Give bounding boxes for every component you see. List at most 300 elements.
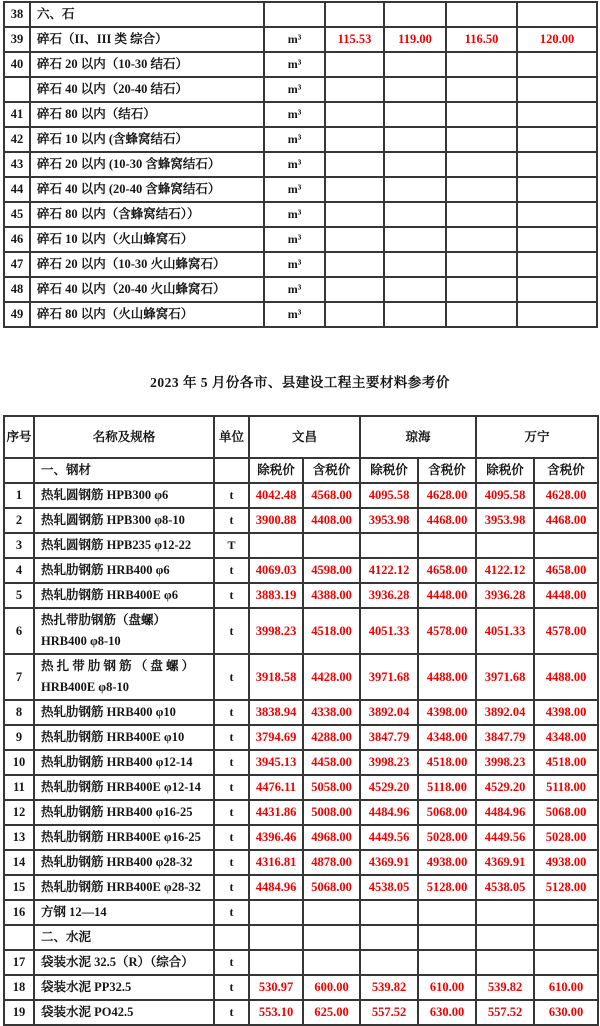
material-name: 碎石 20 以内（10-30 火山蜂窝石） (30, 252, 264, 277)
material-name: 碎石 40 以内（20-40 火山蜂窝石） (30, 277, 264, 302)
materials-price-table (3, 415, 599, 1026)
table-row (4, 725, 598, 750)
price-value: 3838.94 (249, 700, 303, 725)
row-number: 4 (4, 558, 34, 583)
price-value: 4878.00 (303, 850, 360, 875)
material-name: 碎石 20 以内（10-30 结石） (30, 52, 264, 77)
price-value: 4051.33 (476, 608, 534, 654)
price-value: 3847.79 (360, 725, 418, 750)
price-value: 630.00 (418, 1000, 476, 1025)
price-value: 5028.00 (418, 825, 476, 850)
price-value: 4042.48 (249, 483, 303, 508)
price-value: 4658.00 (534, 558, 598, 583)
price-value: 4488.00 (534, 654, 598, 700)
material-name: 碎石 80 以内（火山蜂窝石） (30, 302, 264, 327)
price-value (476, 533, 534, 558)
price-value: 3892.04 (476, 700, 534, 725)
table-row (4, 483, 598, 508)
price-value: 3883.19 (249, 583, 303, 608)
price-value (517, 302, 597, 327)
price-value: 4408.00 (303, 508, 360, 533)
price-value: 539.82 (476, 975, 534, 1000)
unit-value (264, 2, 325, 27)
price-value (384, 227, 446, 252)
unit-value: m³ (264, 152, 325, 177)
price-value: 5068.00 (303, 875, 360, 900)
unit-value: t (214, 725, 249, 750)
price-value: 5058.00 (303, 775, 360, 800)
price-value: 4458.00 (303, 750, 360, 775)
unit-value: m³ (264, 227, 325, 252)
row-number: 3 (4, 533, 34, 558)
price-value (418, 900, 476, 925)
table-row (4, 127, 597, 152)
price-value: 4538.05 (360, 875, 418, 900)
material-name: 热轧肋钢筋 HRB400 φ16-25 (34, 800, 214, 825)
price-value (384, 102, 446, 127)
price-value: 4348.00 (418, 725, 476, 750)
row-number: 44 (4, 177, 30, 202)
material-name: 碎石 80 以内（结石） (30, 102, 264, 127)
price-value (517, 152, 597, 177)
unit-value: t (214, 875, 249, 900)
price-value: 3998.23 (476, 750, 534, 775)
price-value (249, 533, 303, 558)
price-value: 5028.00 (534, 825, 598, 850)
material-name: 热轧肋钢筋 HRB400E φ10 (34, 725, 214, 750)
price-value (418, 533, 476, 558)
table-row (4, 900, 598, 925)
price-value (446, 2, 517, 27)
price-value (325, 277, 384, 302)
unit-value: t (214, 950, 249, 975)
table-row (4, 302, 597, 327)
price-value (446, 77, 517, 102)
price-value: 539.82 (360, 975, 418, 1000)
unit-value: t (214, 750, 249, 775)
material-name: 热轧肋钢筋 HRB400 φ28-32 (34, 850, 214, 875)
table-row (4, 52, 597, 77)
price-value (360, 900, 418, 925)
price-value (446, 152, 517, 177)
table-row (4, 800, 598, 825)
price-value: 3892.04 (360, 700, 418, 725)
price-value (384, 202, 446, 227)
price-value: 3953.98 (360, 508, 418, 533)
header-city-wenchang: 文昌 (249, 416, 360, 458)
price-value (384, 2, 446, 27)
header-city-wanning: 万宁 (476, 416, 598, 458)
table-row (4, 975, 598, 1000)
row-number: 13 (4, 825, 34, 850)
price-value: 4529.20 (476, 775, 534, 800)
price-value: 4598.00 (303, 558, 360, 583)
price-value: 3998.23 (360, 750, 418, 775)
price-value: 630.00 (534, 1000, 598, 1025)
unit-value: t (214, 608, 249, 654)
price-value: 116.50 (446, 27, 517, 52)
price-value: 4388.00 (303, 583, 360, 608)
row-number: 1 (4, 483, 34, 508)
material-name: 热轧肋钢筋 HRB400 φ10 (34, 700, 214, 725)
row-number: 19 (4, 1000, 34, 1025)
price-value: 115.53 (325, 27, 384, 52)
price-value (534, 533, 598, 558)
table-row (4, 77, 597, 102)
table-row (4, 202, 597, 227)
unit-value: t (214, 1000, 249, 1025)
price-value (517, 2, 597, 27)
price-value (446, 102, 517, 127)
price-value: 5068.00 (534, 800, 598, 825)
price-value (517, 177, 597, 202)
row-number: 14 (4, 850, 34, 875)
price-value: 553.10 (249, 1000, 303, 1025)
stone-price-table (3, 1, 598, 328)
table-row (4, 2, 597, 27)
row-number: 7 (4, 654, 34, 700)
price-value: 4578.00 (418, 608, 476, 654)
price-value: 3945.13 (249, 750, 303, 775)
row-number: 42 (4, 127, 30, 152)
price-value: 5118.00 (418, 775, 476, 800)
table-row (4, 277, 597, 302)
row-number: 43 (4, 152, 30, 177)
header-name: 名称及规格 (34, 416, 214, 458)
price-value: 4658.00 (418, 558, 476, 583)
unit-value: m³ (264, 202, 325, 227)
price-value (325, 227, 384, 252)
price-value (303, 950, 360, 975)
price-value (517, 77, 597, 102)
price-value (418, 950, 476, 975)
price-value (384, 52, 446, 77)
row-number: 39 (4, 27, 30, 52)
price-value: 4449.56 (360, 825, 418, 850)
price-value: 610.00 (418, 975, 476, 1000)
price-value: 4484.96 (476, 800, 534, 825)
header-no: 序号 (4, 416, 34, 458)
table-row (4, 152, 597, 177)
unit-value: T (214, 533, 249, 558)
material-name: 热轧肋钢筋 HRB400E φ6 (34, 583, 214, 608)
price-value: 4538.05 (476, 875, 534, 900)
price-value: 4369.91 (360, 850, 418, 875)
price-value: 600.00 (303, 975, 360, 1000)
price-value (384, 77, 446, 102)
price-value (325, 252, 384, 277)
price-value: 4529.20 (360, 775, 418, 800)
price-value: 3936.28 (360, 583, 418, 608)
price-value: 5128.00 (418, 875, 476, 900)
price-value: 4122.12 (476, 558, 534, 583)
price-value (325, 2, 384, 27)
price-value (325, 127, 384, 152)
price-value: 4448.00 (418, 583, 476, 608)
price-value: 3953.98 (476, 508, 534, 533)
price-value (384, 277, 446, 302)
price-value (303, 533, 360, 558)
table-row (4, 533, 598, 558)
header-ex-tax: 除税价 (476, 458, 534, 483)
row-number: 11 (4, 775, 34, 800)
price-value (384, 152, 446, 177)
material-name: 方钢 12—14 (34, 900, 214, 925)
price-value (325, 52, 384, 77)
price-value: 5128.00 (534, 875, 598, 900)
price-value: 4468.00 (418, 508, 476, 533)
table-row (4, 775, 598, 800)
row-number: 12 (4, 800, 34, 825)
price-value (303, 900, 360, 925)
page-title: 2023 年 5 月份各市、县建设工程主要材料参考价 (150, 375, 450, 390)
price-value (249, 900, 303, 925)
price-value: 4122.12 (360, 558, 418, 583)
table-row (4, 558, 598, 583)
price-value: 4396.46 (249, 825, 303, 850)
empty-cell (4, 458, 34, 483)
price-value (325, 202, 384, 227)
header-city-qionghai: 琼海 (360, 416, 476, 458)
material-name: 六、石 (30, 2, 264, 27)
price-value (325, 302, 384, 327)
price-value: 4449.56 (476, 825, 534, 850)
row-number: 38 (4, 2, 30, 27)
price-value (446, 227, 517, 252)
price-value: 4968.00 (303, 825, 360, 850)
unit-value: m³ (264, 52, 325, 77)
table-row (4, 1000, 598, 1025)
price-value (517, 102, 597, 127)
unit-value: t (214, 558, 249, 583)
row-number: 15 (4, 875, 34, 900)
unit-value: t (214, 508, 249, 533)
unit-value: m³ (264, 102, 325, 127)
unit-value: t (214, 654, 249, 700)
header-inc-tax: 含税价 (418, 458, 476, 483)
price-value (517, 252, 597, 277)
price-value: 5118.00 (534, 775, 598, 800)
price-value (534, 900, 598, 925)
table-row (4, 850, 598, 875)
header-unit: 单位 (214, 416, 249, 458)
material-name: 热轧肋钢筋 HRB400E φ28-32 (34, 875, 214, 900)
price-value (517, 227, 597, 252)
price-value: 4398.00 (418, 700, 476, 725)
price-value: 4484.96 (249, 875, 303, 900)
unit-value: t (214, 583, 249, 608)
row-number: 49 (4, 302, 30, 327)
price-value (476, 900, 534, 925)
table-row (4, 825, 598, 850)
price-value: 610.00 (534, 975, 598, 1000)
table-row (4, 654, 598, 700)
price-value (325, 102, 384, 127)
row-number: 41 (4, 102, 30, 127)
price-value (517, 52, 597, 77)
price-value: 4476.11 (249, 775, 303, 800)
unit-value: m³ (264, 177, 325, 202)
price-value (446, 302, 517, 327)
material-name: 碎石 10 以内（火山蜂窝石） (30, 227, 264, 252)
table-row (4, 875, 598, 900)
row-number: 2 (4, 508, 34, 533)
unit-value: m³ (264, 302, 325, 327)
unit-value: m³ (264, 27, 325, 52)
price-value: 557.52 (476, 1000, 534, 1025)
price-value (446, 277, 517, 302)
price-value: 3971.68 (360, 654, 418, 700)
price-value (446, 127, 517, 152)
price-value: 5008.00 (303, 800, 360, 825)
row-number: 10 (4, 750, 34, 775)
table-row (4, 27, 597, 52)
material-name: 热轧圆钢筋 HPB300 φ8-10 (34, 508, 214, 533)
row-number: 5 (4, 583, 34, 608)
price-value: 4095.58 (476, 483, 534, 508)
price-value (446, 252, 517, 277)
material-name: 热轧圆钢筋 HPB235 φ12-22 (34, 533, 214, 558)
price-value: 4431.86 (249, 800, 303, 825)
price-value: 4628.00 (534, 483, 598, 508)
table-row (4, 227, 597, 252)
price-value: 3900.88 (249, 508, 303, 533)
price-value: 557.52 (360, 1000, 418, 1025)
price-value (384, 252, 446, 277)
unit-value: t (214, 775, 249, 800)
row-number: 47 (4, 252, 30, 277)
unit-value: t (214, 700, 249, 725)
price-value: 4369.91 (476, 850, 534, 875)
category-steel: 一、钢材 (34, 458, 214, 483)
price-value: 3918.58 (249, 654, 303, 700)
price-value (517, 277, 597, 302)
unit-value: t (214, 483, 249, 508)
price-value (384, 302, 446, 327)
price-value: 4484.96 (360, 800, 418, 825)
price-value: 530.97 (249, 975, 303, 1000)
unit-value: t (214, 850, 249, 875)
empty-cell (214, 458, 249, 483)
material-name: 热轧肋钢筋 HRB400 φ6 (34, 558, 214, 583)
unit-value: t (214, 975, 249, 1000)
row-number: 48 (4, 277, 30, 302)
row-number: 16 (4, 900, 34, 925)
price-value (446, 52, 517, 77)
price-value: 119.00 (384, 27, 446, 52)
subheader-row (4, 458, 598, 483)
table-row (4, 750, 598, 775)
price-value: 4316.81 (249, 850, 303, 875)
material-name: 热扎带肋钢筋（盘螺）HRB400 φ8-10 (34, 608, 214, 654)
price-value (517, 202, 597, 227)
row-number: 6 (4, 608, 34, 654)
price-value (325, 177, 384, 202)
price-value: 4518.00 (418, 750, 476, 775)
price-value: 4428.00 (303, 654, 360, 700)
price-value (517, 127, 597, 152)
table-row (4, 608, 598, 654)
price-value: 3936.28 (476, 583, 534, 608)
material-name: 碎石 40 以内 (20-40 含蜂窝结石） (30, 177, 264, 202)
unit-value: m³ (264, 252, 325, 277)
price-value: 3998.23 (249, 608, 303, 654)
row-number: 45 (4, 202, 30, 227)
material-name: 碎石 40 以内（20-40 结石） (30, 77, 264, 102)
price-value: 4051.33 (360, 608, 418, 654)
table-row (4, 508, 598, 533)
price-value: 625.00 (303, 1000, 360, 1025)
unit-value: m³ (264, 77, 325, 102)
price-value: 3971.68 (476, 654, 534, 700)
price-value: 4568.00 (303, 483, 360, 508)
price-value: 4468.00 (534, 508, 598, 533)
header-ex-tax: 除税价 (360, 458, 418, 483)
table-row (4, 102, 597, 127)
material-name: 袋装水泥 32.5（R）（综合） (34, 950, 214, 975)
price-value (476, 950, 534, 975)
row-number: 40 (4, 52, 30, 77)
price-value: 4488.00 (418, 654, 476, 700)
price-value: 4518.00 (303, 608, 360, 654)
price-value (446, 202, 517, 227)
price-value (325, 77, 384, 102)
price-value: 4518.00 (534, 750, 598, 775)
price-value: 4398.00 (534, 700, 598, 725)
price-value: 4448.00 (534, 583, 598, 608)
header-ex-tax: 除税价 (249, 458, 303, 483)
price-value (360, 533, 418, 558)
table-row (4, 252, 597, 277)
price-value: 4069.03 (249, 558, 303, 583)
price-value: 4578.00 (534, 608, 598, 654)
material-name: 碎石 10 以内 (含蜂窝结石） (30, 127, 264, 152)
row-number: 46 (4, 227, 30, 252)
material-name: 袋装水泥 PO42.5 (34, 1000, 214, 1025)
table-row (4, 950, 598, 975)
material-name: 碎石 80 以内（含蜂窝结石）） (30, 202, 264, 227)
price-value: 4938.00 (418, 850, 476, 875)
material-name: 二、水泥 (34, 925, 214, 950)
price-value: 120.00 (517, 27, 597, 52)
table-row (4, 700, 598, 725)
price-value (249, 950, 303, 975)
material-name: 热 扎 带 肋 钢 筋 （ 盘 螺 ） HRB400E φ8-10 (34, 654, 214, 700)
row-number (4, 77, 30, 102)
row-number: 8 (4, 700, 34, 725)
price-value (446, 177, 517, 202)
material-name: 碎石（II、III 类 综合） (30, 27, 264, 52)
price-value (360, 950, 418, 975)
price-value: 3847.79 (476, 725, 534, 750)
table-row (4, 177, 597, 202)
material-name: 热轧圆钢筋 HPB300 φ6 (34, 483, 214, 508)
header-row (4, 416, 598, 458)
unit-value: m³ (264, 277, 325, 302)
price-value (384, 177, 446, 202)
price-value (325, 152, 384, 177)
material-name: 热轧肋钢筋 HRB400E φ16-25 (34, 825, 214, 850)
unit-value: t (214, 800, 249, 825)
material-name: 热轧肋钢筋 HRB400E φ12-14 (34, 775, 214, 800)
price-value: 4628.00 (418, 483, 476, 508)
price-value: 4338.00 (303, 700, 360, 725)
unit-value: t (214, 900, 249, 925)
header-inc-tax: 含税价 (303, 458, 360, 483)
price-value: 4348.00 (534, 725, 598, 750)
material-name: 袋装水泥 PP32.5 (34, 975, 214, 1000)
row-number: 9 (4, 725, 34, 750)
